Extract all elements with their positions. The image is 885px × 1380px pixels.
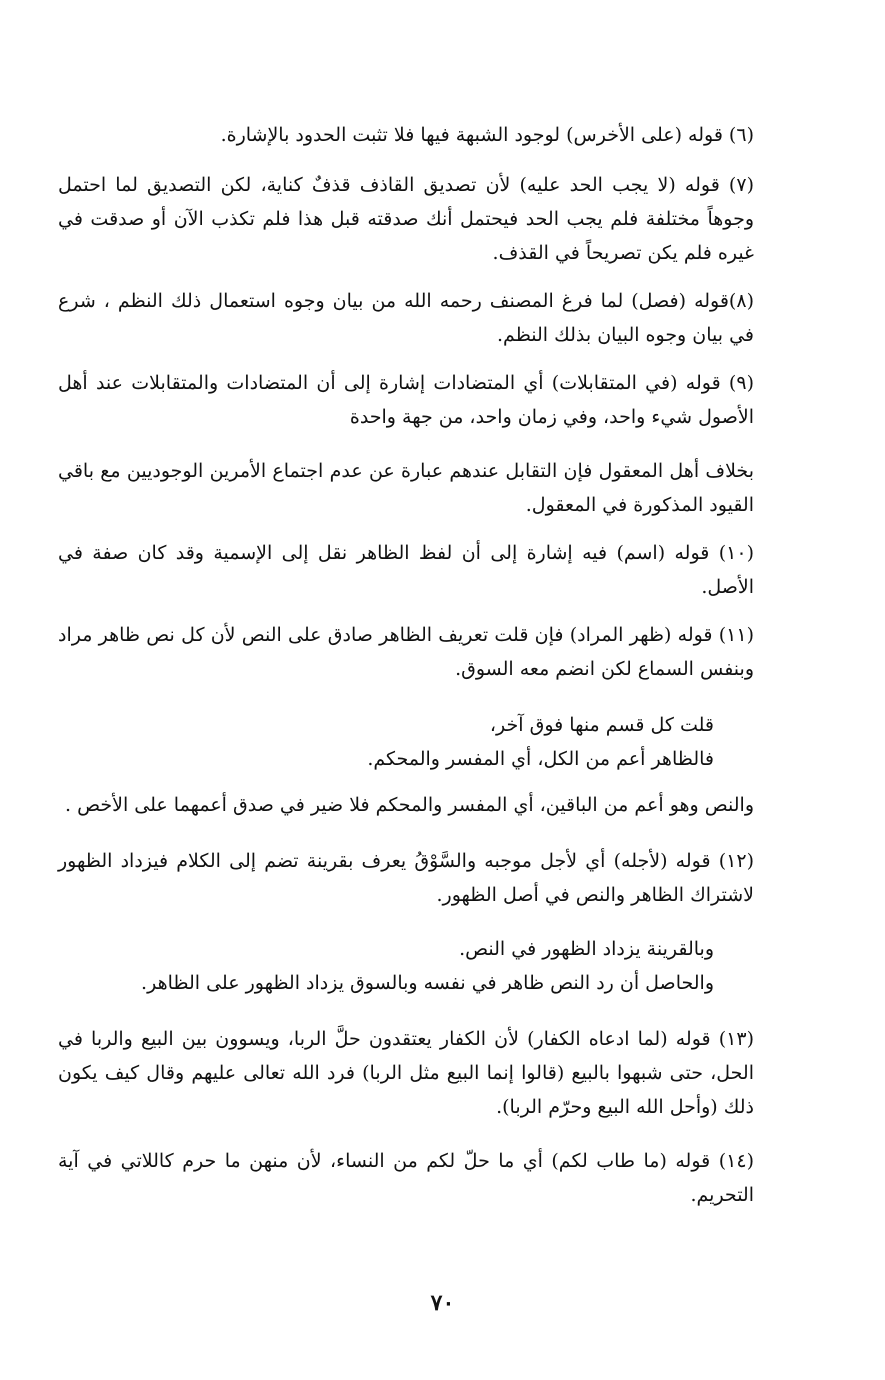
note-13: (١٣) قوله (لما ادعاه الكفار) لأن الكفار يعتقدون حلَّ الربا، ويسوون بين البيع والربا في الحل، حتى شبهوا بالبيع (قالوا إنما البيع مثل الربا) فرد الله تعالى عليهم وقال كيف يكون ذلك (وأحل الله البيع وحرّم الربا). [58,1028,754,1118]
quote-block-1 [58,708,754,776]
quote-block-2 [58,932,754,1000]
note-10: (١٠) قوله (اسم) فيه إشارة إلى أن لفظ الظاهر نقل إلى الإسمية وقد كان صفة في الأصل. [58,542,754,598]
note-7: (٧) قوله (لا يجب الحد عليه) لأن تصديق القاذف قذفٌ كناية، لكن التصديق لما احتمل وجوهاً مختلفة فلم يجب الحد فيحتمل أنك صدقته قبل هذا فلم تكذب الآن أو صدقت في غيره فلم يكن تصريحاً في القذف. [58,174,754,264]
page-number: ٧٠ [430,1290,455,1316]
page-body [58,118,754,1226]
note-11-continued: والنص وهو أعم من الباقين، أي المفسر والمحكم فلا ضير في صدق أعمهما على الأخص . [65,794,754,816]
quote-line: والحاصل أن رد النص ظاهر في نفسه وبالسوق يزداد الظهور على الظاهر. [141,972,714,994]
note-6: (٦) قوله (على الأخرس) لوجود الشبهة فيها فلا تثبت الحدود بالإشارة. [220,124,754,146]
quote-line: وبالقرينة يزداد الظهور في النص. [459,938,714,960]
note-8: (٨)قوله (فصل) لما فرغ المصنف رحمه الله من بيان وجوه استعمال ذلك النظم ، شرع في بيان وجوه البيان بذلك النظم. [58,290,754,346]
note-9-continued: بخلاف أهل المعقول فإن التقابل عندهم عبارة عن عدم اجتماع الأمرين الوجوديين مع باقي القيود المذكورة في المعقول. [58,460,754,516]
note-11: (١١) قوله (ظهر المراد) فإن قلت تعريف الظاهر صادق على النص لأن كل نص ظاهر مراد وبنفس السماع لكن انضم معه السوق. [58,624,754,680]
quote-line: قلت كل قسم منها فوق آخر، [489,714,714,736]
quote-line: فالظاهر أعم من الكل، أي المفسر والمحكم. [367,748,714,770]
note-9: (٩) قوله (في المتقابلات) أي المتضادات إشارة إلى أن المتضادات والمتقابلات عند أهل الأصول شيء واحد، وفي زمان واحد، من جهة واحدة [58,372,754,428]
note-12: (١٢) قوله (لأجله) أي لأجل موجبه والسَّوْقُ يعرف بقرينة تضم إلى الكلام فيزداد الظهور لاشتراك الظاهر والنص في أصل الظهور. [58,850,754,906]
note-14: (١٤) قوله (ما طاب لكم) أي ما حلّ لكم من النساء، لأن منهن ما حرم كاللاتي في آية التحريم. [58,1150,754,1206]
